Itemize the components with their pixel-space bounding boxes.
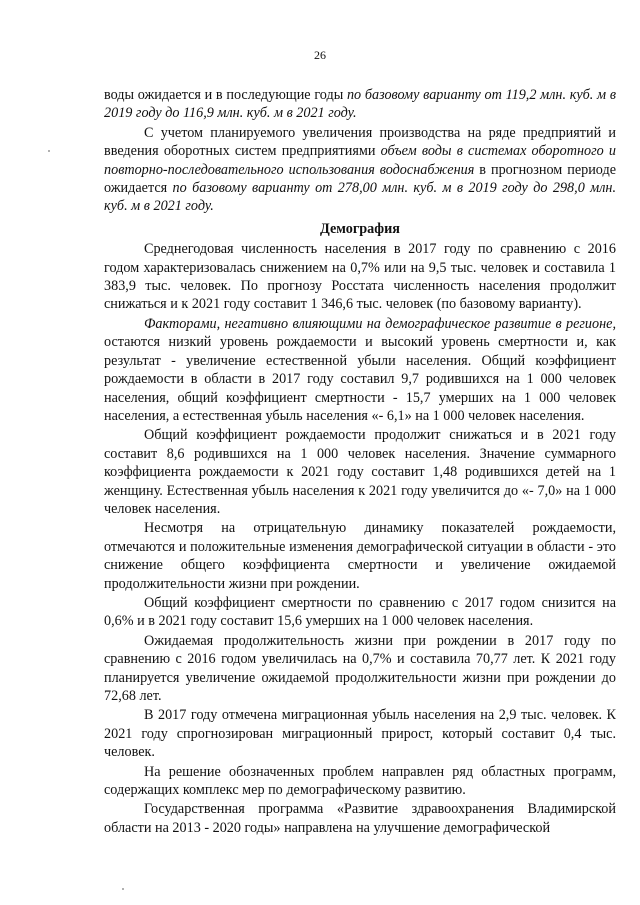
text-run: воды ожидается и в последующие годы <box>104 87 347 103</box>
section-heading: Демография <box>320 220 400 237</box>
document-body <box>104 86 616 838</box>
italic-text-run: Факторами, негативно влияющими на демографическое развитие в регионе, <box>144 315 616 332</box>
paragraph-negative-factors <box>104 315 616 425</box>
paragraph-life-expectancy: Ожидаемая продолжительность жизни при рождении в 2017 году по сравнению с 2016 годом увеличилась на 0,7% и составила 70,77 лет. К 2021 году планируется увеличение ожидаемой продолжительности жизни при рождении до 72,68 лет. <box>104 632 616 704</box>
paragraph-population: Среднегодовая численность населения в 2017 году по сравнению с 2016 годом характеризовалась снижением на 0,7% или на 9,5 тыс. человек и составила 1 383,9 тыс. человек. По прогнозу Росстата численность населения продолжит снижаться и к 2021 году составит 1 346,6 тыс. человек (по базовому варианту). <box>104 241 616 313</box>
paragraph-migration: В 2017 году отмечена миграционная убыль населения на 2,9 тыс. человек. К 2021 году спрогнозирован миграционный прирост, который составит 0,4 тыс. человек. <box>104 707 616 761</box>
italic-text-run: по базовому варианту от 119,2 млн. куб. м в 2019 году до 116,9 млн. куб. м в 2021 году. <box>104 87 616 122</box>
page-number: 26 <box>314 48 326 62</box>
scan-speck <box>122 888 124 890</box>
italic-text-run: объем воды в системах оборотного и повторно-последовательного использования водоснабжения <box>104 143 616 178</box>
italic-text-run: по базовому варианту от 278,00 млн. куб. м в 2019 году до 298,0 млн. куб. м в 2021 году. <box>104 180 616 215</box>
text-run: в прогнозном периоде ожидается <box>104 161 617 197</box>
paragraph-recycled-water <box>104 124 616 216</box>
paragraph-birth-rate: Общий коэффициент рождаемости продолжит снижаться и в 2021 году составит 8,6 родившихся на 1 000 человек населения. Значение суммарного коэффициента рождаемости к 2021 году составит 1,48 родившихся детей на 1 женщину. Естественная убыль населения к 2021 году увеличится до «- 7,0» на 1 000 человек населения. <box>104 427 616 517</box>
paragraph-programs: На решение обозначенных проблем направлен ряд областных программ, содержащих комплекс мер по демографическому развитию. <box>104 763 616 799</box>
scan-speck <box>48 150 50 152</box>
paragraph-mortality: Общий коэффициент смертности по сравнению с 2017 годом снизится на 0,6% и в 2021 году составит 15,6 умерших на 1 000 человек населения. <box>104 594 616 630</box>
paragraph-state-program: Государственная программа «Развитие здравоохранения Владимирской области на 2013 - 2020 годы» направлена на улучшение демографической <box>104 801 616 836</box>
text-run: С учетом планируемого увеличения производства на ряде предприятий и введения оборотных систем предприятиями <box>104 124 616 160</box>
paragraph-positive-changes: Несмотря на отрицательную динамику показателей рождаемости, отмечаются и положительные изменения демографической ситуации в области - это снижение общего коэффициента смертности и увеличение ожидаемой продолжительности жизни при рождении. <box>104 520 616 592</box>
text-run: остаются низкий уровень рождаемости и высокий уровень смертности и, как результат - увеличение естественной убыли населения. Общий коэффициент рождаемости в области в 2017 году составил 9,7 родившихся на 1 000 человек населения, общий коэффициент смертности - 15,7 умерших на 1 000 человек населения, а естественная убыль населения «- 6,1» на 1 000 человек населения. <box>104 334 616 424</box>
paragraph-water-continuation <box>104 86 616 123</box>
